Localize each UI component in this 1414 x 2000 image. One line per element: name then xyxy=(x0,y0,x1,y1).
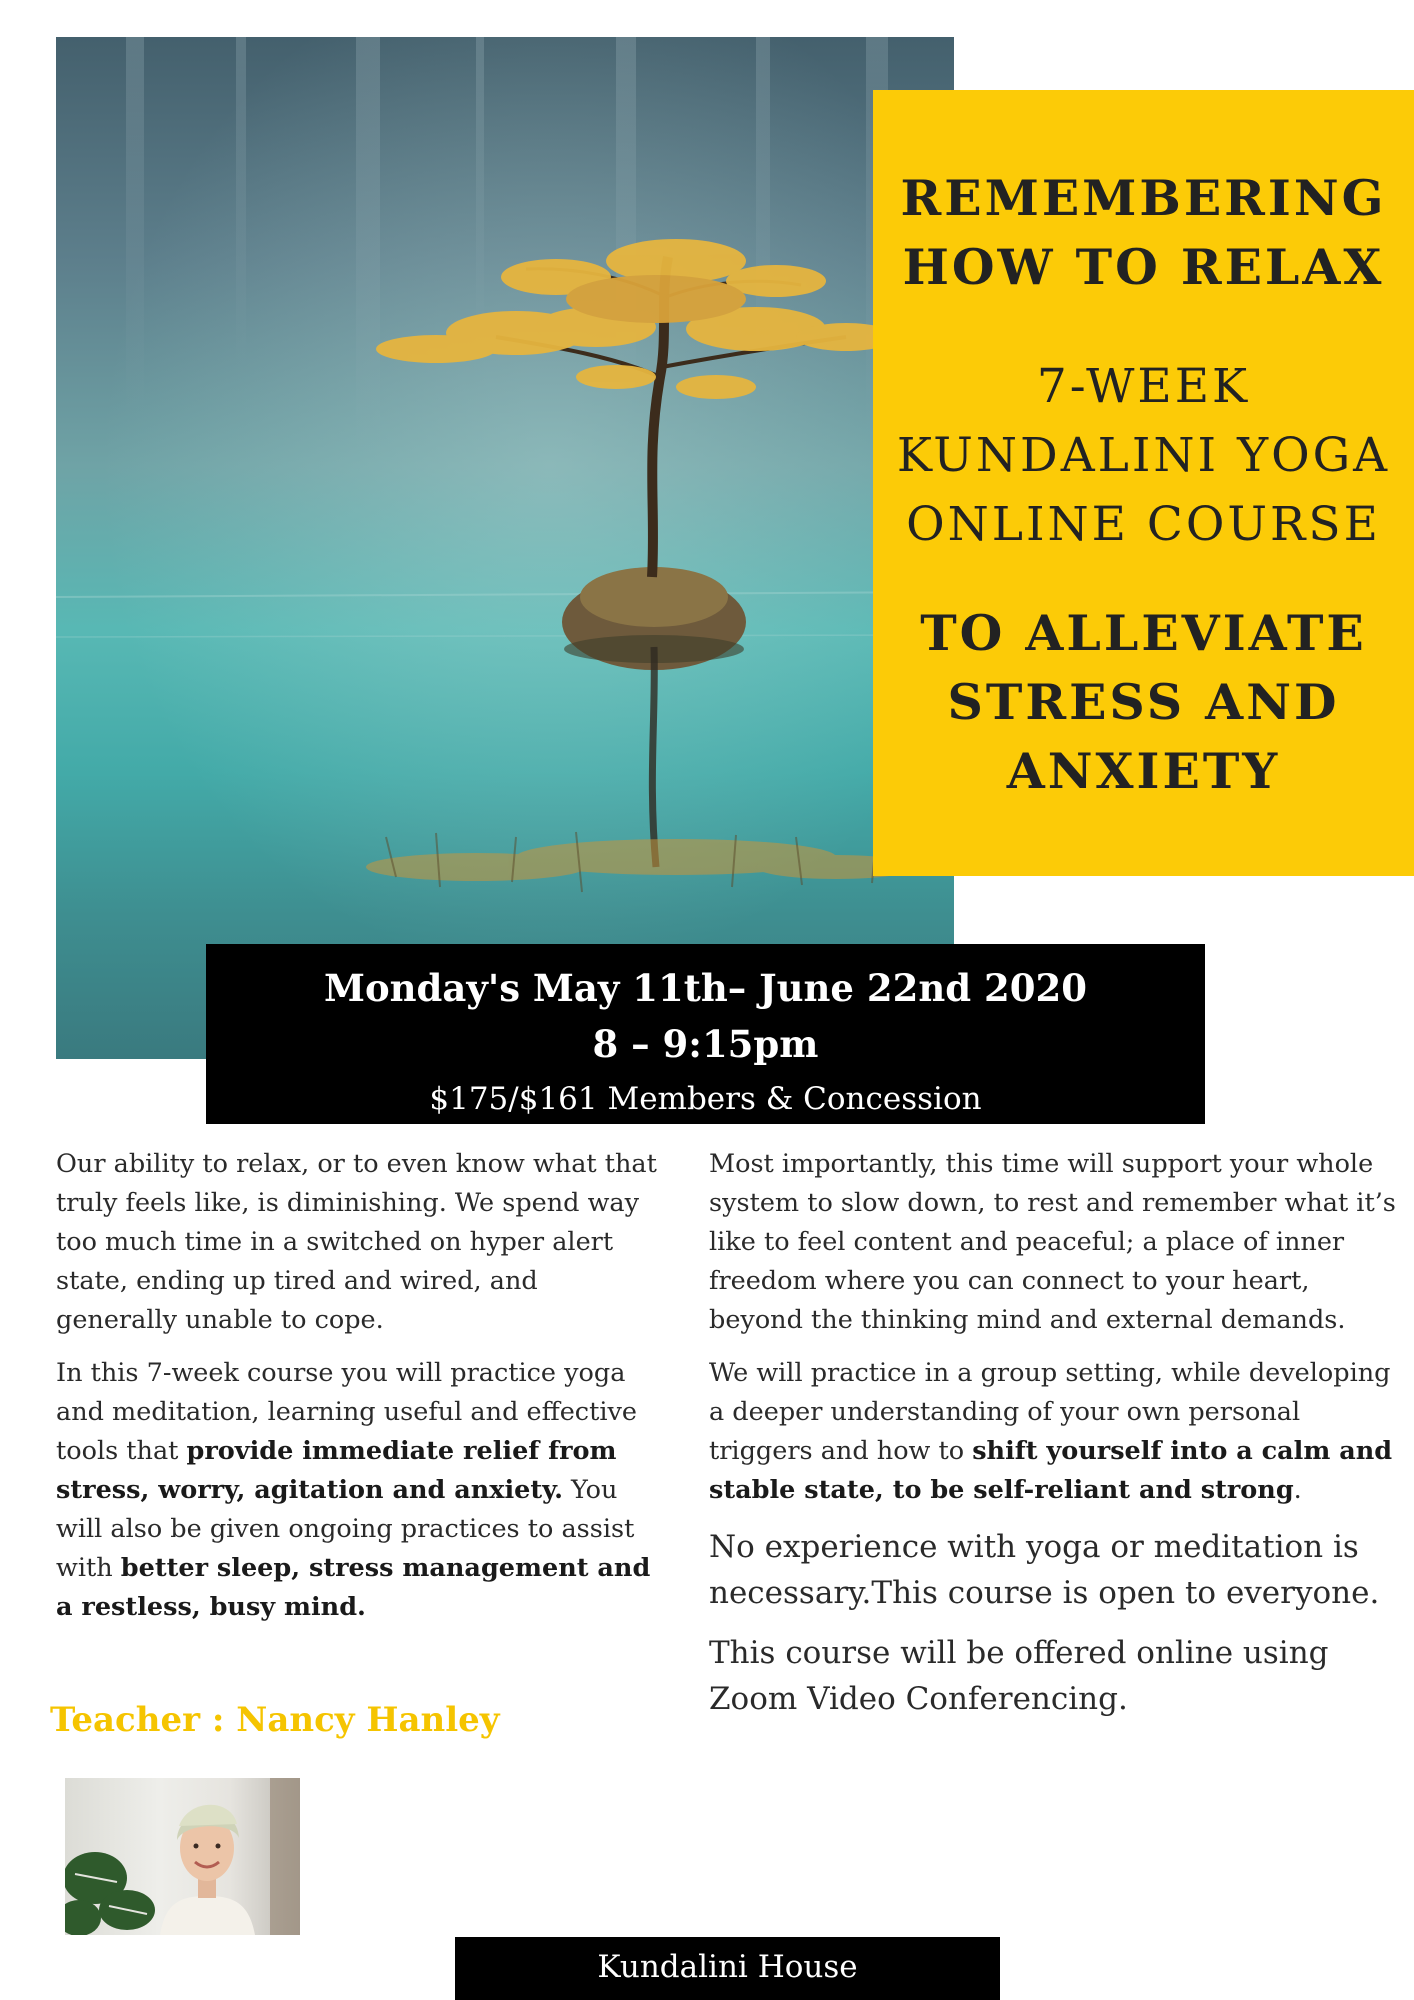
teacher-photo xyxy=(65,1778,300,1935)
teacher-label: Teacher : Nancy Hanley xyxy=(50,1700,500,1740)
no-experience-paragraph: No experience with yoga or meditation is necessary.This course is open to everyone. xyxy=(709,1529,1380,1611)
course-title-box xyxy=(873,90,1414,876)
text-segment: You will also be given ongoing practices to assist with xyxy=(56,1475,635,1583)
tree-illustration xyxy=(56,37,954,1059)
intro-paragraph: Our ability to relax, or to even know what that truly feels like, is diminishing. We spend way too much time in a switched on hyper alert state, ending up tired and wired, and generally unable to cope. xyxy=(56,1149,657,1335)
course-purpose-line2: STRESS AND xyxy=(947,673,1340,731)
course-title-line1: REMEMBERING xyxy=(900,169,1387,227)
course-subtitle-line3: ONLINE COURSE xyxy=(906,497,1381,552)
course-subtitle-line1: 7-WEEK xyxy=(1036,359,1251,414)
teacher-portrait xyxy=(65,1778,300,1935)
text-segment: In this 7-week course you will practice yoga and meditation, learning useful and effective tools that xyxy=(56,1358,637,1466)
text-highlight: provide immediate relief from stress, worry, agitation and anxiety. xyxy=(56,1436,617,1505)
text-segment: We will practice in a group setting, while developing a deeper understanding of your own personal triggers and how to xyxy=(709,1358,1391,1466)
text-segment: . xyxy=(1293,1475,1302,1505)
course-description-paragraph xyxy=(56,1354,666,1627)
schedule-time: 8 – 9:15pm xyxy=(592,1022,819,1066)
course-purpose-line3: ANXIETY xyxy=(1006,742,1281,800)
footer-banner: Kundalini House xyxy=(455,1937,1000,2000)
text-highlight: shift yourself into a calm and stable state, to be self-reliant and strong xyxy=(709,1436,1393,1505)
course-purpose-line1: TO ALLEVIATE xyxy=(920,604,1367,662)
support-paragraph: Most importantly, this time will support your whole system to slow down, to rest and remember what it’s like to feel content and peaceful; a place of inner freedom where you can connect to your heart, beyond the thinking mind and external demands. xyxy=(709,1149,1396,1335)
left-column xyxy=(56,1145,666,1641)
online-zoom-paragraph: This course will be offered online using Zoom Video Conferencing. xyxy=(709,1635,1329,1717)
schedule-price: $175/$161 Members & Concession xyxy=(429,1081,982,1117)
text-highlight: better sleep, stress management and a restless, busy mind. xyxy=(56,1553,651,1622)
hero-image-tree-on-lake xyxy=(56,37,954,1059)
schedule-banner xyxy=(206,944,1205,1124)
course-title-line2: HOW TO RELAX xyxy=(902,238,1385,296)
course-subtitle-line2: KUNDALINI YOGA xyxy=(896,428,1391,483)
right-column xyxy=(709,1145,1399,1736)
schedule-dates: Monday's May 11th– June 22nd 2020 xyxy=(324,966,1087,1010)
group-setting-paragraph xyxy=(709,1354,1399,1510)
